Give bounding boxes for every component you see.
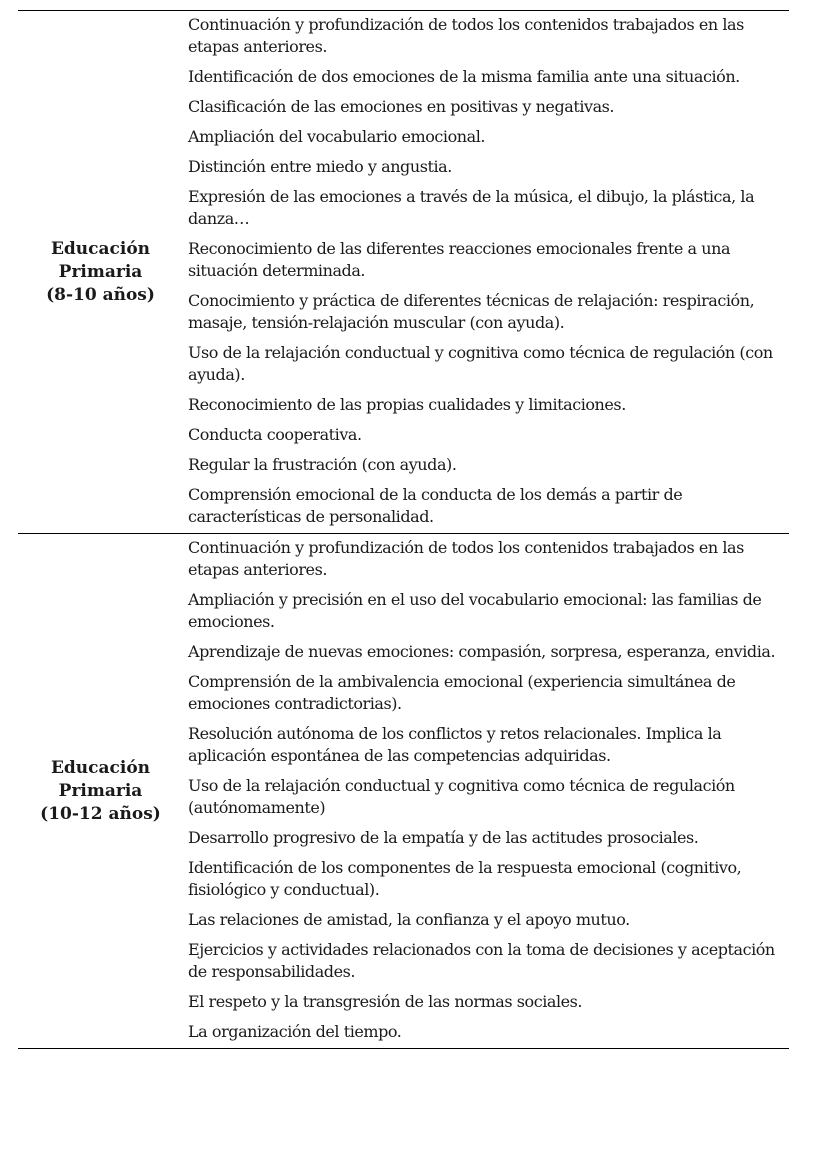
content-item: Uso de la relajación conductual y cognitiva como técnica de regulación (con ayuda).: [188, 343, 773, 384]
table-row: [18, 11, 789, 64]
content-item: Aprendizaje de nuevas emociones: compasión, sorpresa, esperanza, envidia.: [188, 642, 776, 661]
emotional-content-table: [18, 10, 789, 1049]
content-item: Ampliación y precisión en el uso del vocabulario emocional: las familias de emociones.: [188, 590, 762, 631]
content-item: Desarrollo progresivo de la empatía y de las actitudes prosociales.: [188, 828, 699, 847]
content-item: Comprensión de la ambivalencia emocional (experiencia simultánea de emociones contradictorias).: [188, 672, 736, 713]
content-item: Clasificación de las emociones en positivas y negativas.: [188, 97, 615, 116]
content-item: Expresión de las emociones a través de la música, el dibujo, la plástica, la danza…: [188, 187, 755, 228]
content-item: La organización del tiempo.: [188, 1022, 402, 1041]
content-item: Identificación de dos emociones de la misma familia ante una situación.: [188, 67, 740, 86]
content-item: Identificación de los componentes de la respuesta emocional (cognitivo, fisiológico y conductual).: [188, 858, 742, 899]
stage-label-line: Primaria: [58, 780, 143, 801]
content-item: Regular la frustración (con ayuda).: [188, 455, 457, 474]
content-item: Continuación y profundización de todos los contenidos trabajados en las etapas anteriores.: [188, 538, 744, 579]
stage-label-line: Educación: [50, 757, 151, 778]
content-item: Comprensión emocional de la conducta de los demás a partir de características de personalidad.: [188, 485, 683, 526]
content-item: Conocimiento y práctica de diferentes técnicas de relajación: respiración, masaje, tensión-relajación muscular (con ayuda).: [188, 291, 755, 332]
stage-label-line: (8-10 años): [46, 284, 155, 305]
content-item: Ejercicios y actividades relacionados con la toma de decisiones y aceptación de responsabilidades.: [188, 940, 775, 981]
content-item: Uso de la relajación conductual y cognitiva como técnica de regulación (autónomamente): [188, 776, 735, 817]
content-item: Ampliación del vocabulario emocional.: [188, 127, 485, 146]
content-item: Las relaciones de amistad, la confianza y el apoyo mutuo.: [188, 910, 630, 929]
content-item: Reconocimiento de las propias cualidades y limitaciones.: [188, 395, 626, 414]
stage-group-10-12: [18, 534, 789, 1049]
stage-label-line: (10-12 años): [40, 803, 161, 824]
stage-label: [18, 11, 183, 534]
content-item: Conducta cooperativa.: [188, 425, 362, 444]
content-item: Continuación y profundización de todos los contenidos trabajados en las etapas anteriores.: [188, 15, 744, 56]
table-row: [18, 534, 789, 587]
stage-label: [18, 534, 183, 1049]
content-item: Resolución autónoma de los conflictos y retos relacionales. Implica la aplicación espontánea de las competencias adquiridas.: [188, 724, 722, 765]
content-item: Distinción entre miedo y angustia.: [188, 157, 452, 176]
content-item: El respeto y la transgresión de las normas sociales.: [188, 992, 583, 1011]
stage-label-line: Primaria: [58, 261, 143, 282]
stage-group-8-10: [18, 11, 789, 534]
content-item: Reconocimiento de las diferentes reacciones emocionales frente a una situación determinada.: [188, 239, 731, 280]
stage-label-line: Educación: [50, 238, 151, 259]
